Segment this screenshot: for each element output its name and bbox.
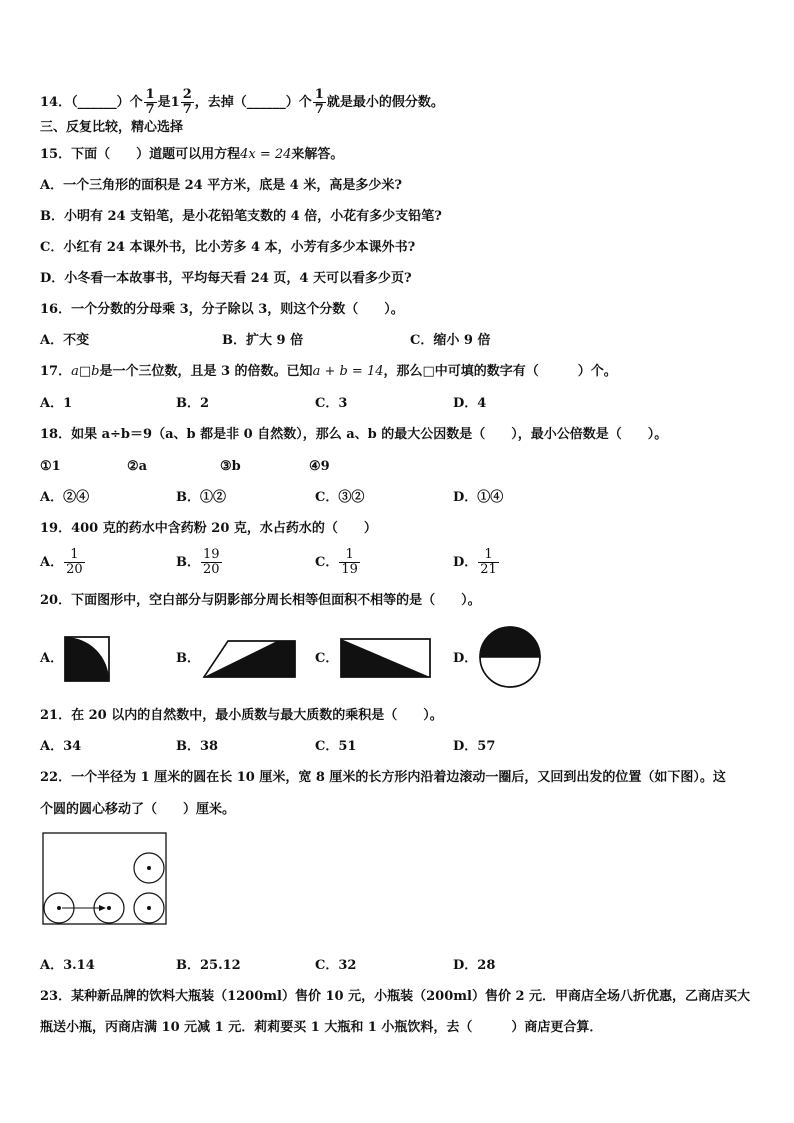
fraction — [478, 548, 499, 577]
q17-option-b[interactable]: B．2 — [176, 396, 210, 411]
q21-option-b[interactable]: B．38 — [176, 739, 219, 754]
q15-equation: 4x = 24 — [240, 147, 292, 162]
q22-figure — [42, 832, 168, 926]
denominator: 7 — [314, 102, 324, 117]
numerator: 2 — [182, 87, 192, 102]
q14-part1: （______）个 — [71, 95, 143, 110]
q19-option-a[interactable] — [40, 548, 86, 577]
q17-stem-text: 是一个三位数，且是 3 的倍数。已知 — [99, 364, 313, 379]
q15-stem-text: 15．下面（ ）道题可以用方程 — [40, 147, 241, 162]
q16-option-a[interactable]: A．不变 — [40, 333, 90, 348]
q15-option-a[interactable]: A．一个三角形的面积是 24 平方米，底是 4 米，高是多少米? — [40, 178, 402, 193]
denominator: 7 — [182, 102, 192, 117]
q17-number-expression: a□b — [71, 364, 100, 379]
q14-part3: ，去掉（______）个 — [194, 95, 312, 110]
q22-option-b[interactable]: B．25.12 — [176, 958, 241, 973]
q14-part4: 就是最小的假分数。 — [326, 95, 444, 110]
q20-option-a[interactable]: A． — [40, 651, 64, 666]
q20-figure-a — [64, 636, 110, 682]
q18-stem: 18．如果 a÷b＝9（a、b 都是非 0 自然数），那么 a、b 的最大公因数是（ ），最小公倍数是（ ）。 — [40, 427, 668, 442]
q21-option-a[interactable]: A．34 — [40, 739, 82, 754]
q19-option-b[interactable] — [176, 548, 223, 577]
q17-equation: a + b = 14 — [312, 364, 384, 379]
q18-choice-3: ③b — [220, 459, 241, 474]
q20-figure-b — [202, 640, 298, 678]
q17-stem — [40, 363, 617, 381]
q18-option-b[interactable]: B．①② — [176, 490, 226, 505]
q17-option-a[interactable]: A．1 — [40, 396, 73, 411]
q22-stem-line2: 个圆的圆心移动了（ ）厘米。 — [40, 802, 236, 817]
q23-stem-line1: 23．某种新品牌的饮料大瓶装（1200ml）售价 10 元，小瓶装（200ml）售价 2 元．甲商店全场八折优惠，乙商店买大 — [40, 989, 751, 1004]
q14-part2: 是1 — [157, 95, 180, 110]
q18-option-a[interactable]: A．②④ — [40, 490, 90, 505]
q15-stem — [40, 146, 343, 164]
fraction — [201, 548, 222, 577]
numerator: 1 — [64, 548, 85, 563]
option-letter: C． — [315, 555, 339, 570]
q22-option-c[interactable]: C．32 — [315, 958, 357, 973]
q17-option-c[interactable]: C．3 — [315, 396, 348, 411]
q20-stem: 20．下面图形中，空白部分与阴影部分周长相等但面积不相等的是（ ）。 — [40, 593, 481, 608]
q15-option-c[interactable]: C．小红有 24 本课外书，比小芳多 4 本，小芳有多少本课外书? — [40, 240, 416, 255]
numerator: 1 — [314, 87, 324, 102]
q15-option-d[interactable]: D．小冬看一本故事书，平均每天看 24 页，4 天可以看多少页? — [40, 271, 412, 286]
q23-stem-line2: 瓶送小瓶，丙商店满 10 元减 1 元．莉莉要买 1 大瓶和 1 小瓶饮料，去（ ）商店更合算． — [40, 1020, 603, 1035]
q15-stem-end: 来解答。 — [291, 147, 344, 162]
q20-figure-c — [340, 638, 432, 678]
denominator: 7 — [145, 102, 155, 117]
q21-stem: 21．在 20 以内的自然数中，最小质数与最大质数的乘积是（ ）。 — [40, 708, 443, 723]
q20-option-b[interactable]: B． — [176, 651, 200, 666]
fraction — [313, 88, 326, 117]
fraction — [64, 548, 85, 577]
option-letter: D． — [453, 555, 478, 570]
q21-option-d[interactable]: D．57 — [453, 739, 496, 754]
q19-option-d[interactable] — [453, 548, 500, 577]
fraction — [339, 548, 360, 577]
q19-stem: 19．400 克的药水中含药粉 20 克，水占药水的（ ） — [40, 521, 377, 536]
q16-option-b[interactable]: B．扩大 9 倍 — [222, 333, 304, 348]
q17-number: 17． — [40, 364, 72, 379]
option-letter: B． — [176, 555, 200, 570]
q18-option-d[interactable]: D．①④ — [453, 490, 504, 505]
numerator: 1 — [339, 548, 360, 563]
q20-option-c[interactable]: C． — [315, 651, 339, 666]
option-letter: A． — [40, 555, 64, 570]
q18-choice-4: ④9 — [309, 459, 330, 474]
q18-choice-1: ①1 — [40, 459, 61, 474]
q18-option-c[interactable]: C．③② — [315, 490, 365, 505]
q16-option-c[interactable]: C．缩小 9 倍 — [410, 333, 491, 348]
q14-line — [40, 88, 444, 117]
q22-option-d[interactable]: D．28 — [453, 958, 496, 973]
fraction — [144, 88, 157, 117]
q14-number: 14． — [40, 95, 72, 110]
denominator: 20 — [66, 562, 83, 577]
q20-figure-d — [478, 625, 542, 689]
denominator: 20 — [203, 562, 220, 577]
q16-stem: 16．一个分数的分母乘 3，分子除以 3，则这个分数（ ）。 — [40, 302, 404, 317]
q20-option-d[interactable]: D． — [453, 651, 478, 666]
q19-option-c[interactable] — [315, 548, 361, 577]
q22-option-a[interactable]: A．3.14 — [40, 958, 95, 973]
q15-option-b[interactable]: B．小明有 24 支铅笔，是小花铅笔支数的 4 倍，小花有多少支铅笔? — [40, 209, 442, 224]
q22-stem-line1: 22．一个半径为 1 厘米的圆在长 10 厘米，宽 8 厘米的长方形内沿着边滚动一圈后，又回到出发的位置（如下图）。这 — [40, 770, 726, 785]
q21-option-c[interactable]: C．51 — [315, 739, 357, 754]
q17-stem-end: ，那么□中可填的数字有（ ）个。 — [383, 364, 617, 379]
q18-choice-2: ②a — [127, 459, 148, 474]
fraction — [181, 88, 194, 117]
section-heading: 三、反复比较，精心选择 — [40, 120, 184, 135]
numerator: 19 — [203, 547, 220, 562]
denominator: 19 — [341, 562, 358, 577]
numerator: 1 — [478, 548, 499, 563]
q17-option-d[interactable]: D．4 — [453, 396, 487, 411]
numerator: 1 — [145, 87, 155, 102]
denominator: 21 — [480, 562, 497, 577]
